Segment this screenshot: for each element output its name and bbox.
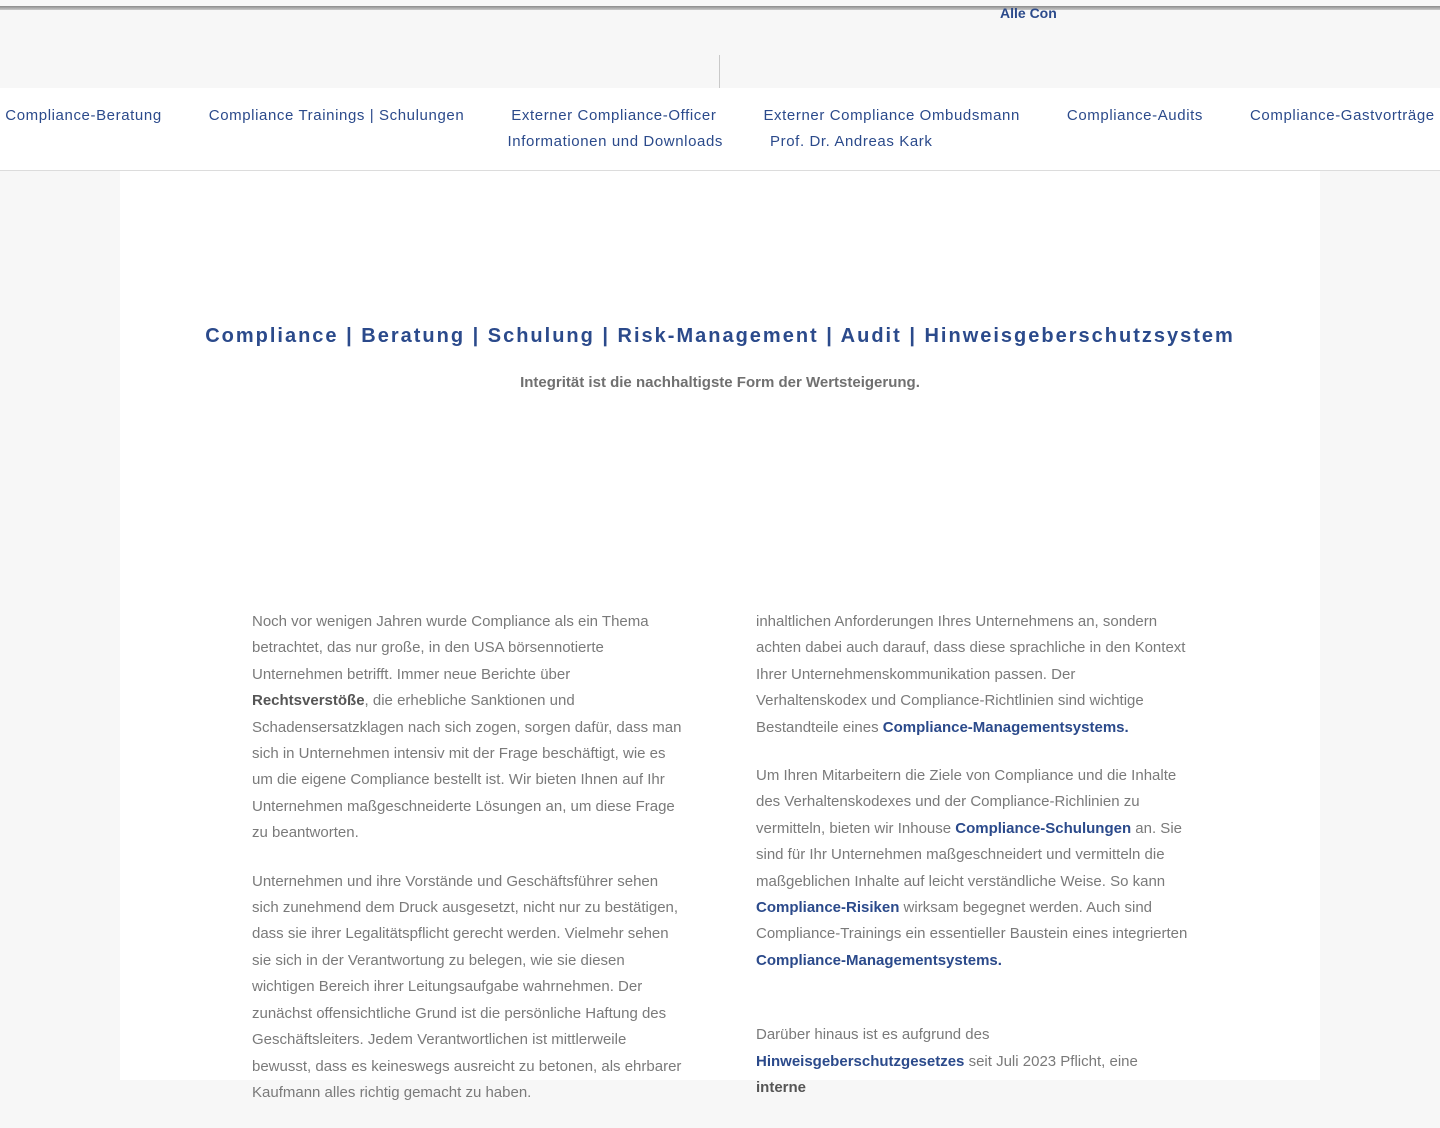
header-divider	[719, 55, 720, 88]
text-span: Um Ihren Mitarbeitern die Ziele von Compliance und die Inhalte des Verhaltenskodexes und der Compliance-Richlinien zu vermitteln, bieten wir Inhouse	[756, 767, 1177, 837]
right-paragraph-2	[756, 763, 1188, 974]
link-compliance-schulungen[interactable]: Compliance-Schulungen	[955, 819, 1132, 837]
nav-item-compliance-audits[interactable]: Compliance-Audits	[1066, 107, 1203, 124]
text-span: Noch vor wenigen Jahren wurde Compliance als ein Thema betrachtet, das nur große, in den USA börsennotierte Unternehmen betrifft. Immer neue Berichte über	[252, 613, 649, 683]
page-subtitle: Integrität ist die nachhaltigste Form der Wertsteigerung.	[520, 374, 920, 391]
nav-item-informationen-downloads[interactable]: Informationen und Downloads	[507, 133, 724, 150]
text-span: Darüber hinaus ist es aufgrund des	[756, 1026, 990, 1044]
top-accent-line	[0, 6, 1440, 10]
content-column-right	[756, 609, 1188, 1124]
page-title: Compliance | Beratung | Schulung | Risk-Management | Audit | Hinweisgeberschutzsystem	[205, 325, 1235, 347]
nav-item-externer-compliance-ombudsmann[interactable]: Externer Compliance Ombudsmann	[763, 107, 1020, 124]
main-content	[120, 171, 1320, 1101]
link-compliance-managementsystem[interactable]: Compliance-Managementsystems.	[882, 718, 1129, 736]
text-span: inhaltlichen Anforderungen Ihres Unternehmens an, sondern achten dabei auch darauf, dass diese sprachliche in den Kontext Ihrer Unternehmenskommunikation passen. Der Verhaltenskodex und Compliance-Richtlinien sind wichtige Bestandteile eines	[756, 613, 1186, 736]
nav-item-prof-andreas-kark[interactable]: Prof. Dr. Andreas Kark	[770, 133, 933, 150]
content-column-left	[252, 609, 684, 1128]
right-paragraph-3	[756, 1022, 1188, 1101]
nav-row-primary	[0, 107, 1440, 124]
text-span: , die erhebliche Sanktionen und Schadensersatzklagen nach sich zogen, sorgen dafür, dass man sich in Unternehmen intensiv mit der Frage beschäftigt, wie es um die eigene Compliance bestellt ist. Wir bieten Ihnen auf Ihr Unternehmen maßgeschneiderte Lösungen an, um diese Frage zu beantworten.	[252, 692, 682, 842]
right-paragraph-1	[756, 609, 1188, 741]
nav-item-compliance-trainings[interactable]: Compliance Trainings | Schulungen	[208, 107, 465, 124]
main-navigation	[0, 88, 1440, 171]
bold-rechtsverstoesse: Rechtsverstöße	[252, 692, 365, 710]
link-hinweisgeberschutzgesetz[interactable]: Hinweisgeberschutzgesetzes	[756, 1052, 965, 1070]
top-link-alle-con[interactable]: Alle Con	[1000, 5, 1057, 21]
link-compliance-risiken[interactable]: Compliance-Risiken	[756, 899, 900, 917]
nav-item-compliance-beratung[interactable]: Compliance-Beratung	[5, 107, 162, 124]
link-compliance-managementsystem-2[interactable]: Compliance-Managementsystems.	[756, 951, 1002, 969]
text-span: an. Sie sind für Ihr Unternehmen maßgeschneidert und vermitteln die maßgeblichen Inhalte auf leicht verständliche Weise. So kann	[756, 819, 1182, 890]
text-span: wirksam begegnet werden. Auch sind Compliance-Trainings ein essentieller Baustein eines integrierten	[756, 899, 1188, 943]
nav-row-secondary	[0, 133, 1440, 150]
text-span: seit Juli 2023 Pflicht, eine	[964, 1052, 1138, 1070]
bold-interne: interne	[756, 1079, 807, 1097]
left-paragraph-1	[252, 609, 684, 847]
nav-item-compliance-gastvortraege[interactable]: Compliance-Gastvorträge	[1250, 107, 1435, 124]
nav-item-externer-compliance-officer[interactable]: Externer Compliance-Officer	[511, 107, 717, 124]
left-paragraph-2: Unternehmen und ihre Vorstände und Geschäftsführer sehen sich zunehmend dem Druck ausgesetzt, nicht nur zu bestätigen, dass sie ihrer Legalitätspflicht gerecht werden. Vielmehr sehen sie sich in der Verantwortung zu belegen, wie sie diesen wichtigen Bereich ihrer Leitungsaufgabe wahrnehmen. Der zunächst offensichtliche Grund ist die persönliche Haftung des Geschäftsleiters. Jedem Verantwortlichen ist mittlerweile bewusst, dass es keineswegs ausreicht zu betonen, als ehrbarer Kaufmann alles richtig gemacht zu haben.	[252, 872, 682, 1101]
